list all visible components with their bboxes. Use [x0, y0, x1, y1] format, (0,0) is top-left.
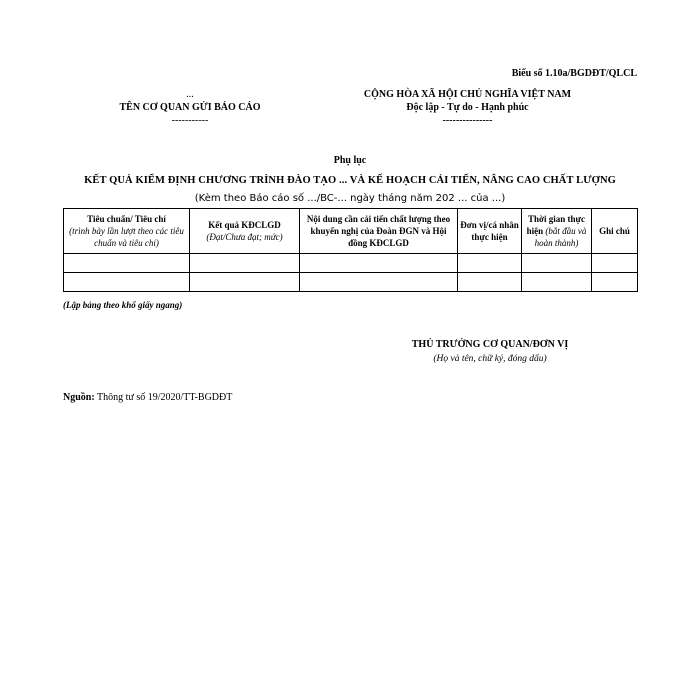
sender-header: [105, 88, 275, 127]
table-cell[interactable]: [300, 254, 458, 273]
nation-name: CỘNG HÒA XÃ HỘI CHỦ NGHĨA VIỆT NAM: [363, 89, 572, 100]
table-row: [64, 254, 638, 273]
table-row: [64, 273, 638, 292]
column-title: Kết quả KĐCLGD: [208, 220, 281, 230]
column-header-unit: [458, 209, 522, 254]
table-header-row: [64, 209, 638, 254]
column-subtitle: (bắt đầu và hoàn thành): [534, 226, 587, 248]
sender-agency-name: TÊN CƠ QUAN GỬI BÁO CÁO: [119, 102, 261, 113]
table-cell[interactable]: [190, 254, 300, 273]
table-cell[interactable]: [522, 273, 592, 292]
appendix-label: Phụ lục: [333, 155, 367, 166]
column-title: Tiêu chuẩn/ Tiêu chí: [87, 214, 166, 224]
column-title: Đơn vị/cá nhân thực hiện: [460, 220, 519, 242]
column-header-criteria: [64, 209, 190, 254]
table-cell[interactable]: [64, 254, 190, 273]
table-cell[interactable]: [190, 273, 300, 292]
table-cell[interactable]: [458, 254, 522, 273]
table-cell[interactable]: [64, 273, 190, 292]
column-subtitle: (Đạt/Chưa đạt; mức): [206, 232, 283, 242]
source-label: Nguồn:: [63, 392, 95, 403]
signature-block: [385, 338, 595, 366]
table-cell[interactable]: [522, 254, 592, 273]
column-title: Ghi chú: [599, 226, 630, 236]
column-header-improvement: [300, 209, 458, 254]
national-divider: ---------------: [442, 115, 493, 126]
column-title: Nội dung cần cải tiến chất lượng theo khuyến nghị của Đoàn ĐGN và Hội đồng KĐCLGD: [306, 214, 451, 248]
document-title: KẾT QUẢ KIỂM ĐỊNH CHƯƠNG TRÌNH ĐÀO TẠO ... VÀ KẾ HOẠCH CẢI TIẾN, NÂNG CAO CHẤT LƯỢNG: [84, 175, 616, 186]
source-text: Thông tư số 19/2020/TT-BGDĐT: [97, 392, 233, 403]
sender-divider: -----------: [171, 115, 209, 126]
national-motto: Độc lập - Tự do - Hạnh phúc: [406, 102, 529, 113]
table-cell[interactable]: [458, 273, 522, 292]
column-header-notes: [592, 209, 638, 254]
signature-title: THỦ TRƯỞNG CƠ QUAN/ĐƠN VỊ: [411, 339, 569, 350]
table-cell[interactable]: [592, 254, 638, 273]
signature-note: (Họ và tên, chữ ký, đóng dấu): [433, 354, 547, 364]
column-header-result: [190, 209, 300, 254]
column-title: Thời gian thực hiện: [526, 214, 585, 236]
source-line: [63, 392, 232, 403]
form-number: Biểu số 1.10a/BGDĐT/QLCL: [511, 68, 637, 79]
table-note: (Lập bảng theo khổ giấy ngang): [63, 300, 183, 310]
column-subtitle: (trình bày lần lượt theo các tiêu chuẩn và tiêu chí): [69, 226, 184, 248]
table-cell[interactable]: [592, 273, 638, 292]
national-header: [340, 88, 595, 127]
document-subtitle: (Kèm theo Báo cáo số .../BC-... ngày tháng năm 202 ... của ...): [194, 193, 506, 204]
sender-ellipsis: ...: [186, 89, 194, 100]
column-header-time: [522, 209, 592, 254]
table-cell[interactable]: [300, 273, 458, 292]
result-table: [63, 208, 638, 292]
